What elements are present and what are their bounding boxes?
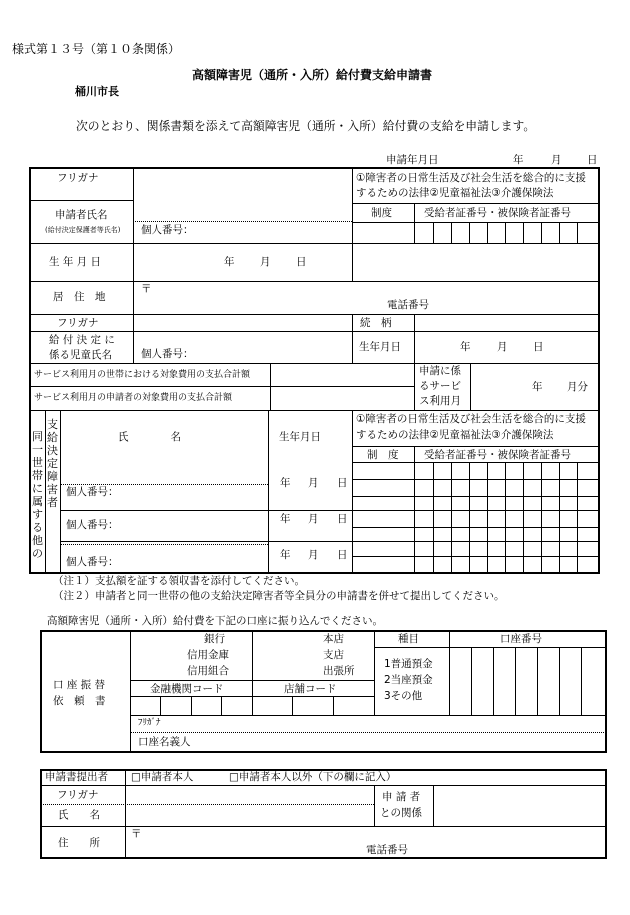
account-type-2: 2当座預金 <box>384 674 433 686</box>
holder-kana-label: ﾌﾘｶﾞﾅ <box>138 718 161 728</box>
account-number-header: 口座番号 <box>500 633 542 645</box>
member-system-header: 制 度 <box>367 449 399 461</box>
branch-code-label: 店舗コード <box>284 683 337 695</box>
service-year-unit: 年 <box>532 381 543 393</box>
applicant-name-label: 申請者氏名 <box>55 209 108 221</box>
date-day-unit: 日 <box>587 154 598 166</box>
form-number: 様式第１３号（第１０条関係） <box>12 42 181 56</box>
member3-year-unit: 年 <box>280 549 291 561</box>
bank-option-shinkin: 信用金庫 <box>187 649 229 661</box>
service-month-unit: 月分 <box>567 381 588 393</box>
applicant-my-number-label: 個人番号： <box>141 224 194 236</box>
dob-label: 生 年 月 日 <box>49 256 102 268</box>
member1-month-unit: 月 <box>308 477 319 489</box>
child-dob-day-unit: 日 <box>533 341 544 353</box>
member3-month-unit: 月 <box>308 549 319 561</box>
dob-month-unit: 月 <box>260 256 271 268</box>
submitter-option-self[interactable]: □申請者本人 <box>131 771 194 783</box>
member-dob-header: 生年月日 <box>279 431 321 443</box>
applicant-name-sublabel: (給付決定保護者等氏名) <box>45 226 121 234</box>
submitter-label: 申請書提出者 <box>45 771 108 783</box>
child-my-number-label: 個人番号： <box>141 348 194 360</box>
member1-my-number-label: 個人番号： <box>66 486 119 498</box>
submitter-address-label: 住 所 <box>58 837 100 849</box>
service-month-label-1: 申請に係 <box>419 365 461 377</box>
service-month-label-3: ス利用月 <box>419 395 461 407</box>
date-month-unit: 月 <box>551 154 562 166</box>
account-holder-label: 口座名義人 <box>138 736 191 748</box>
relation-label: 続 柄 <box>360 317 392 329</box>
bank-transfer-label-1: 口 座 振 替 <box>53 679 106 691</box>
submitter-relation-label-2: との関係 <box>380 807 422 819</box>
system-header: 制度 <box>371 207 392 219</box>
member3-my-number-label: 個人番号： <box>66 556 119 568</box>
member2-my-number-label: 個人番号： <box>66 519 119 531</box>
child-name-label-1: 給 付 決 定 に <box>49 334 115 346</box>
addressee: 桶川市長 <box>75 85 119 98</box>
submitter-name-label: 氏 名 <box>58 809 100 821</box>
submitter-furigana-label: フリガナ <box>57 789 99 801</box>
bank-option-bank: 銀行 <box>204 633 225 645</box>
member2-day-unit: 日 <box>337 513 348 525</box>
application-date-label: 申請年月日 <box>386 154 439 166</box>
child-dob-year-unit: 年 <box>460 341 471 353</box>
dob-year-unit: 年 <box>224 256 235 268</box>
applicant-total-label: サービス利用月の申請者の対象費用の支払合計額 <box>34 393 233 403</box>
member1-year-unit: 年 <box>280 477 291 489</box>
branch-option-shiten: 支店 <box>323 649 344 661</box>
member2-month-unit: 月 <box>308 513 319 525</box>
member-law-note-line2: するための法律②児童福祉法③介護保険法 <box>356 429 554 441</box>
dob-day-unit: 日 <box>296 256 307 268</box>
account-type-header: 種目 <box>398 633 419 645</box>
submitter-phone-label: 電話番号 <box>366 844 408 856</box>
date-year-unit: 年 <box>513 154 524 166</box>
branch-option-shucchojo: 出張所 <box>323 665 355 677</box>
household-side-label-right: 支給決定障害者 <box>47 418 58 509</box>
address-label: 居 住 地 <box>53 291 106 303</box>
account-type-3: 3その他 <box>384 690 423 702</box>
submitter-option-other[interactable]: □申請者本人以外（下の欄に記入） <box>229 771 397 783</box>
household-side-label-left: 同一世帯に属する他の <box>32 430 43 560</box>
member-cert-header: 受給者証番号・被保険者証番号 <box>424 449 571 461</box>
child-dob-month-unit: 月 <box>497 341 508 353</box>
member1-day-unit: 日 <box>337 477 348 489</box>
member-law-note-line1: ①障害者の日常生活及び社会生活を総合的に支援 <box>356 413 586 425</box>
note-2: （注２）申請者と同一世帯の他の支給決定障害者等全員分の申請書を併せて提出してください。 <box>53 590 505 602</box>
certificate-number-header: 受給者証番号・被保険者証番号 <box>424 207 571 219</box>
law-note-line2: するための法律②児童福祉法③介護保険法 <box>356 187 554 199</box>
intro-text: 次のとおり、関係書類を添えて高額障害児（通所・入所）給付費の支給を申請します。 <box>76 119 536 133</box>
service-month-label-2: るサービ <box>419 380 461 392</box>
household-total-label: サービス利用月の世帯における対象費用の支払合計額 <box>34 370 251 380</box>
institution-code-label: 金融機関コード <box>150 683 224 695</box>
page-title: 高額障害児（通所・入所）給付費支給申請書 <box>192 68 433 82</box>
furigana-label: フリガナ <box>57 172 99 184</box>
phone-label: 電話番号 <box>387 299 429 311</box>
bank-transfer-label-2: 依 頼 書 <box>53 695 106 707</box>
law-note-line1: ①障害者の日常生活及び社会生活を総合的に支援 <box>356 172 586 184</box>
bank-intro: 高額障害児（通所・入所）給付費を下記の口座に振り込んでください。 <box>47 615 383 627</box>
child-dob-label: 生年月日 <box>359 341 401 353</box>
bank-option-kumiai: 信用組合 <box>187 665 229 677</box>
member-name-header: 氏 名 <box>118 431 181 443</box>
member3-day-unit: 日 <box>337 549 348 561</box>
branch-option-honten: 本店 <box>323 633 344 645</box>
member2-year-unit: 年 <box>280 513 291 525</box>
child-furigana-label: フリガナ <box>57 317 99 329</box>
account-type-1: 1普通預金 <box>384 658 433 670</box>
note-1: （注１）支払額を証する領収書を添付してください。 <box>53 575 305 587</box>
postal-mark: 〒 <box>141 283 152 295</box>
child-name-label-2: 係る児童氏名 <box>49 349 112 361</box>
submitter-relation-label-1: 申 請 者 <box>382 791 421 803</box>
submitter-postal-mark: 〒 <box>131 828 142 840</box>
